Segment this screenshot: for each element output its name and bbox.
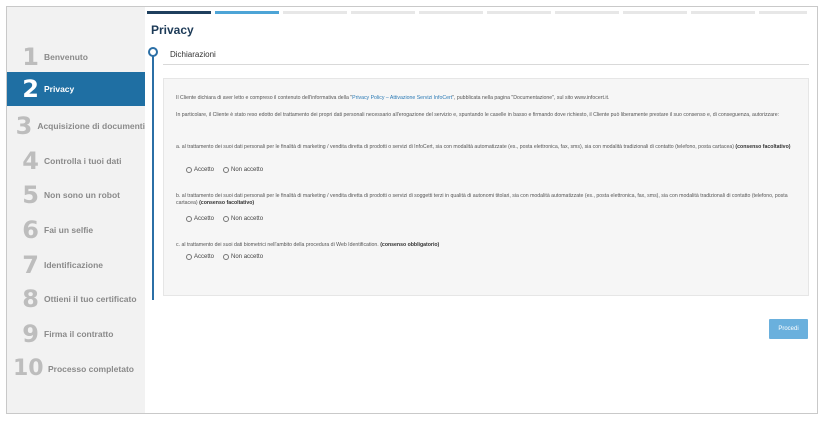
progress-segment [759, 11, 807, 14]
step-number: 6 [22, 216, 39, 244]
step-label: Firma il contratto [44, 329, 114, 339]
step-label: Privacy [44, 84, 75, 94]
step-firma-contratto[interactable] [7, 317, 145, 351]
consent-a-reject-radio[interactable] [223, 167, 263, 173]
step-non-sono-un-robot[interactable] [7, 178, 145, 212]
section-heading: Dichiarazioni [170, 50, 216, 59]
consent-c-type: (consenso obbligatorio) [380, 242, 440, 248]
intro-paragraph [176, 95, 801, 102]
timeline-dot [148, 47, 158, 57]
radio-circle-icon [223, 216, 229, 222]
step-label: Identificazione [44, 260, 104, 270]
step-number: 3 [15, 112, 33, 140]
proceed-button[interactable]: Procedi [769, 319, 808, 339]
step-number: 7 [22, 251, 39, 279]
step-identificazione[interactable] [7, 248, 145, 282]
radio-label: Accetto [194, 254, 215, 260]
consent-c-body: c. al trattamento dei suoi dati biometrici nell'ambito della procedura di Web Identification. [176, 242, 379, 248]
step-processo-completato[interactable] [7, 352, 145, 386]
steps-sidebar [7, 7, 145, 413]
step-label: Acquisizione di documenti [37, 121, 145, 131]
consent-explanation: In particolare, il Cliente è stato reso edotto del trattamento dei propri dati personali necessario all'erogazione del servizio e, spuntando le caselle in basso e firmando dove richiesto, il Cliente può liberamente prestare il suo consenso e, di conseguenza, autorizzare: [176, 112, 780, 118]
consent-a-options [186, 167, 263, 173]
step-label: Non sono un robot [44, 190, 121, 200]
consent-c-text [176, 242, 801, 249]
step-label: Ottieni il tuo certificato [44, 294, 137, 304]
radio-label: Non accetto [231, 254, 264, 260]
radio-circle-icon [223, 254, 229, 260]
radio-label: Non accetto [231, 216, 264, 222]
consent-b-body: b. al trattamento dei suoi dati personali per le finalità di marketing / vendita diretta di prodotti o servizi di soggetti terzi in qualità di autonomi titolari, sia con modalità automatizzate (es., posta elettronica, fax, sms), sia con modalità tradizionali di contatto (telefono, posta cartacea) [176, 193, 788, 207]
consent-c-options [186, 254, 263, 260]
consent-c-reject-radio[interactable] [223, 254, 263, 260]
step-fai-un-selfie[interactable] [7, 213, 145, 247]
divider [163, 64, 809, 65]
radio-label: Accetto [194, 167, 215, 173]
consent-b-accept-radio[interactable] [186, 216, 214, 222]
timeline-line [152, 55, 154, 300]
progress-segment [215, 11, 279, 14]
step-number: 2 [22, 75, 39, 103]
step-privacy[interactable] [7, 72, 145, 106]
consent-a-accept-radio[interactable] [186, 167, 214, 173]
step-controlla-dati[interactable] [7, 144, 145, 178]
consent-a-body: a. al trattamento dei suoi dati personali per le finalità di marketing / vendita diretta di prodotti o servizi di InfoCert, sia con modalità automatizzate (es., posta elettronica, fax, sms), sia con modalità tradizionali di contatto (telefono, posta cartacea) [176, 144, 734, 150]
progress-segment [419, 11, 483, 14]
consent-b-options [186, 216, 263, 222]
consent-b-text [176, 193, 801, 207]
step-acquisizione-documenti[interactable] [7, 109, 145, 143]
intro-text-end: ", pubblicata nella pagina "Documentazione", sul sito www.infocert.it. [452, 95, 610, 101]
step-number: 5 [22, 181, 39, 209]
step-ottieni-certificato[interactable] [7, 282, 145, 316]
radio-circle-icon [223, 167, 229, 173]
progress-segment [555, 11, 619, 14]
consent-a-type: (consenso facoltativo) [735, 144, 791, 150]
page-title: Privacy [151, 23, 194, 37]
consent-panel [163, 78, 809, 296]
progress-segment [351, 11, 415, 14]
consent-a-text [176, 144, 801, 151]
step-number: 4 [22, 147, 39, 175]
step-benvenuto[interactable] [7, 40, 145, 74]
radio-circle-icon [186, 216, 192, 222]
radio-label: Non accetto [231, 167, 264, 173]
consent-c-accept-radio[interactable] [186, 254, 214, 260]
step-number: 8 [22, 285, 39, 313]
radio-label: Accetto [194, 216, 215, 222]
consent-b-type: (consenso facoltativo) [199, 200, 255, 207]
step-label: Fai un selfie [44, 225, 94, 235]
step-number: 9 [22, 320, 39, 348]
step-label: Processo completato [48, 364, 134, 374]
progress-segment [147, 11, 211, 14]
progress-segment [691, 11, 755, 14]
step-label: Benvenuto [44, 52, 88, 62]
radio-circle-icon [186, 167, 192, 173]
intro-text: Il Cliente dichiara di aver letto e compreso il contenuto dell'informativa della " [176, 95, 353, 101]
step-number: 10 [13, 356, 44, 381]
radio-circle-icon [186, 254, 192, 260]
step-label: Controlla i tuoi dati [44, 156, 122, 166]
progress-segment [487, 11, 551, 14]
progress-segment [623, 11, 687, 14]
privacy-policy-link[interactable]: Privacy Policy – Attivazione Servizi InfoCert [352, 95, 453, 101]
consent-b-reject-radio[interactable] [223, 216, 263, 222]
step-number: 1 [22, 43, 39, 71]
progress-segment [283, 11, 347, 14]
progress-bar [147, 11, 807, 14]
